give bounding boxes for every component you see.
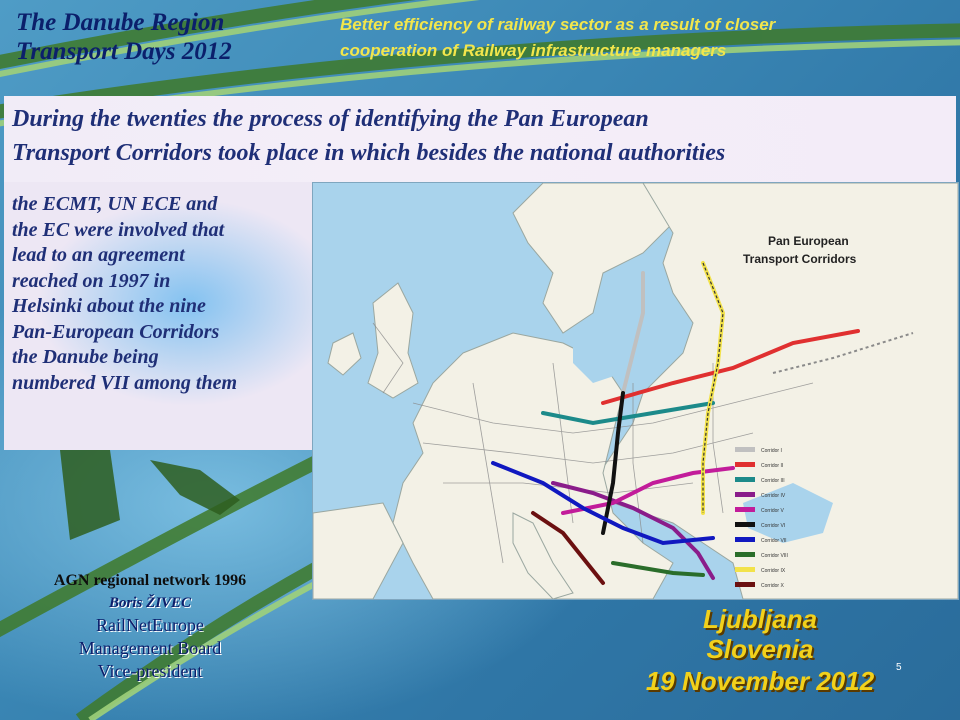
event-title bbox=[16, 8, 316, 66]
event-location bbox=[610, 604, 910, 698]
side-text-line-7: the Danube being bbox=[12, 346, 159, 368]
intro-banner-line-1: During the twenties the process of identifying the Pan European bbox=[12, 106, 649, 132]
credit-org-line-2: Management Board bbox=[78, 638, 222, 658]
legend-swatch-corridor-2 bbox=[735, 462, 755, 467]
location-city: Ljubljana bbox=[702, 604, 818, 634]
credit-org-line-3: Vice-president bbox=[97, 661, 203, 681]
intro-banner-text bbox=[12, 102, 952, 170]
legend-swatch-corridor-10 bbox=[735, 582, 755, 587]
legend-swatch-corridor-8 bbox=[735, 552, 755, 557]
credit-org-line-1: RailNetEurope bbox=[96, 615, 204, 635]
event-title-line-1: The Danube Region bbox=[16, 9, 225, 36]
intro-banner bbox=[4, 96, 956, 182]
event-title-line-2: Transport Days 2012 bbox=[16, 38, 232, 65]
event-date: 19 November 2012 bbox=[645, 666, 875, 696]
corridor-map-svg bbox=[313, 183, 958, 599]
event-subtitle bbox=[340, 12, 950, 64]
legend-label-corridor-9: Corridor IX bbox=[761, 568, 786, 574]
intro-banner-line-2: Transport Corridors took place in which besides the national authorities bbox=[12, 140, 726, 166]
side-text-line-6: Pan-European Corridors bbox=[12, 320, 220, 343]
legend-label-corridor-1: Corridor I bbox=[761, 448, 782, 454]
legend-label-corridor-6: Corridor VI bbox=[761, 523, 786, 529]
legend-swatch-corridor-9 bbox=[735, 567, 755, 572]
side-text-line-8: numbered VII among them bbox=[12, 371, 238, 394]
legend-swatch-corridor-3 bbox=[735, 477, 755, 482]
legend-label-corridor-8: Corridor VIII bbox=[761, 553, 788, 559]
legend-label-corridor-4: Corridor IV bbox=[761, 493, 786, 499]
legend-label-corridor-2: Corridor II bbox=[761, 463, 784, 469]
legend-label-corridor-3: Corridor III bbox=[761, 478, 785, 484]
side-text-line-1: the ECMT, UN ECE and bbox=[12, 193, 218, 215]
map-title-line-1: Pan European bbox=[768, 234, 849, 248]
legend-label-corridor-5: Corridor V bbox=[761, 508, 784, 514]
event-subtitle-line-2: cooperation of Railway infrastructure managers bbox=[340, 41, 727, 60]
credit-name: Boris ŽIVEC bbox=[108, 595, 192, 611]
legend-label-corridor-10: Corridor X bbox=[761, 583, 784, 589]
location-country: Slovenia bbox=[706, 634, 814, 664]
legend-swatch-corridor-6 bbox=[735, 522, 755, 527]
side-text-body bbox=[12, 192, 308, 396]
event-subtitle-line-1: Better efficiency of railway sector as a result of closer bbox=[340, 15, 776, 34]
page-number: 5 bbox=[896, 662, 902, 673]
side-text-line-2: the EC were involved that bbox=[12, 218, 225, 241]
legend-swatch-corridor-1 bbox=[735, 447, 755, 452]
side-text-line-4: reached on 1997 in bbox=[12, 269, 171, 292]
legend-swatch-corridor-5 bbox=[735, 507, 755, 512]
legend-label-corridor-7: Corridor VII bbox=[761, 538, 787, 544]
author-credit bbox=[0, 570, 300, 683]
side-text-box bbox=[4, 182, 312, 450]
legend-swatch-corridor-7 bbox=[735, 537, 755, 542]
credit-network: AGN regional network 1996 bbox=[53, 572, 247, 589]
map-title-line-2: Transport Corridors bbox=[743, 252, 857, 266]
side-text-line-5: Helsinki about the nine bbox=[12, 295, 206, 317]
legend-swatch-corridor-4 bbox=[735, 492, 755, 497]
side-text-line-3: lead to an agreement bbox=[12, 244, 185, 266]
corridor-map bbox=[312, 182, 959, 600]
